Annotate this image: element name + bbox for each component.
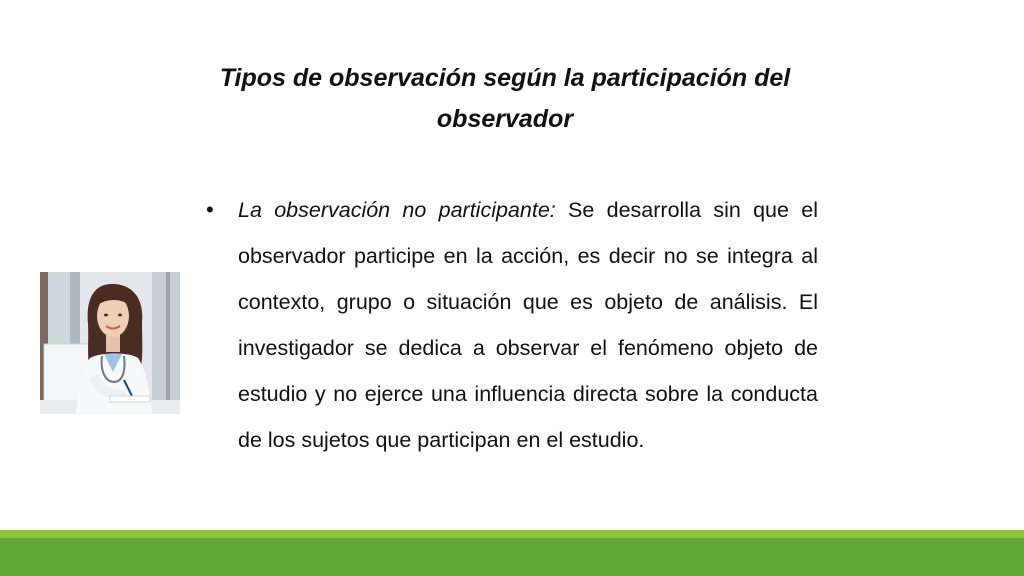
- footer-accent-line: [0, 530, 1024, 538]
- bullet-paragraph: [238, 187, 818, 463]
- bullet-item: [206, 187, 818, 463]
- bullet-list: [206, 187, 818, 463]
- bullet-term: La observación no participante:: [238, 198, 556, 222]
- footer-bar: [0, 538, 1024, 576]
- slide-title: Tipos de observación según la participación del observador: [219, 64, 791, 133]
- bullet-marker: •: [206, 197, 214, 222]
- doctor-photo: [40, 272, 180, 414]
- bullet-body: Se desarrolla sin que el observador participe en la acción, es decir no se integra al contexto, grupo o situación que es objeto de análisis. El investigador se dedica a observar el fenómeno objeto de estudio y no ejerce una influencia directa sobre la conducta de los sujetos que participan en el estudio.: [238, 198, 818, 452]
- doctor-photo-illustration: [40, 272, 180, 414]
